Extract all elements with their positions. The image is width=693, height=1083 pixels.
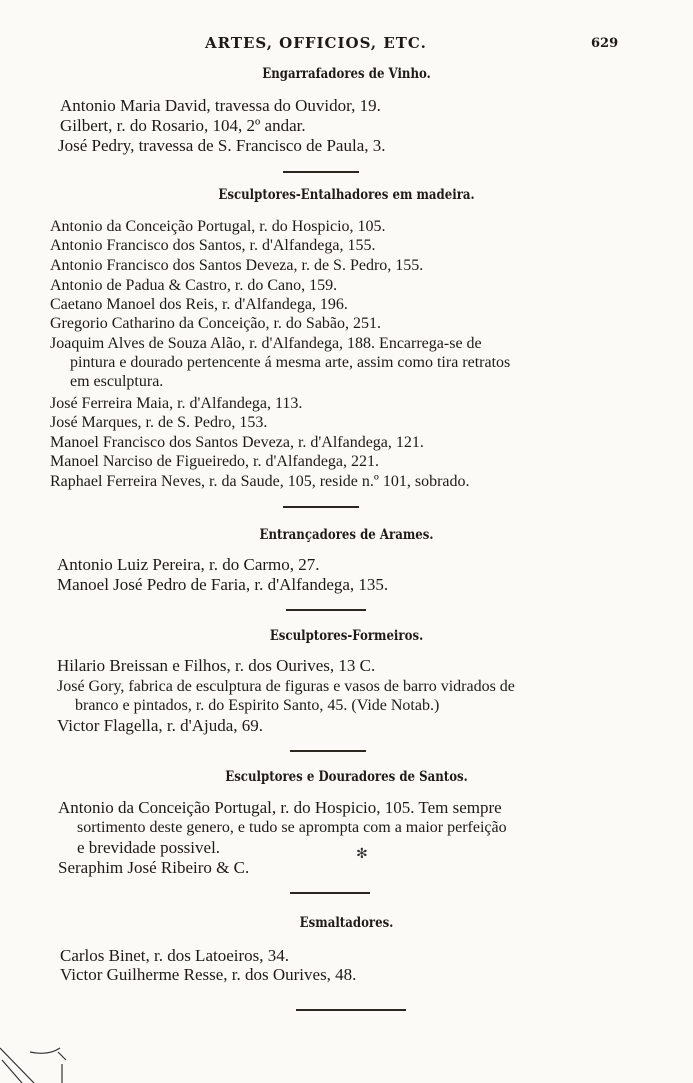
list-item: Antonio de Padua & Castro, r. do Cano, 159.: [50, 277, 338, 294]
list-item-continuation: e brevidade possivel.: [77, 838, 221, 857]
list-item: Antonio Luiz Pereira, r. do Carmo, 27.: [57, 555, 320, 574]
list-item: Gregorio Catharino da Conceição, r. do Sabão, 251.: [50, 315, 382, 332]
list-item: Antonio da Conceição Portugal, r. do Hospicio, 105.: [50, 218, 386, 235]
page-header: [0, 34, 693, 56]
list-item: Antonio da Conceição Portugal, r. do Hospicio, 105. Tem sempre: [58, 798, 502, 817]
list-item-continuation: sortimento deste genero, e tudo se apromptа com a maior perfeição: [77, 819, 507, 836]
list-item: Manoel José Pedro de Faria, r. d'Alfandega, 135.: [57, 575, 389, 594]
list-item-continuation: pintura e dourado pertencente á mesma arte, assim como tira retratos: [70, 354, 511, 371]
list-item: Antonio Francisco dos Santos Deveza, r. de S. Pedro, 155.: [50, 257, 424, 274]
list-item: José Ferreira Maia, r. d'Alfandega, 113.: [50, 395, 303, 412]
ink-blot: ✻: [356, 847, 368, 862]
list-item: Joaquim Alves de Souza Alão, r. d'Alfandega, 188. Encarrega-se de: [50, 335, 482, 352]
running-title: ARTES, OFFICIOS, ETC.: [205, 34, 427, 52]
list-item: José Pedry, travessa de S. Francisco de Paula, 3.: [58, 136, 386, 155]
section-divider: [290, 750, 366, 752]
section-title-esmaltadores: Esmaltadores.: [299, 915, 394, 931]
list-item: José Marques, r. de S. Pedro, 153.: [50, 414, 268, 431]
list-item: Seraphim José Ribeiro & C.: [58, 858, 250, 877]
list-item: Antonio Francisco dos Santos, r. d'Alfandega, 155.: [50, 237, 376, 254]
list-item: Hilario Breissan e Filhos, r. dos Ourives, 13 C.: [57, 656, 376, 675]
section-divider: [296, 1009, 406, 1011]
list-item: Manoel Narciso de Figueiredo, r. d'Alfandega, 221.: [50, 453, 380, 470]
section-title-engarrafadores: Engarrafadores de Vinho.: [262, 66, 431, 82]
section-divider: [290, 892, 370, 894]
list-item: Manoel Francisco dos Santos Deveza, r. d'Alfandega, 121.: [50, 434, 424, 451]
list-item: Victor Guilherme Resse, r. dos Ourives, 48.: [60, 965, 357, 984]
section-title-esculptores-entalhadores: Esculptores-Entalhadores em madeira.: [218, 187, 475, 203]
list-item: Gilbert, r. do Rosario, 104, 2º andar.: [60, 116, 306, 135]
page-number: 629: [591, 36, 619, 51]
section-title-entrancadores: Entrançadores de Arames.: [259, 527, 434, 543]
list-item: Victor Flagella, r. d'Ajuda, 69.: [57, 716, 264, 735]
section-divider: [286, 609, 366, 611]
section-divider: [283, 171, 359, 173]
list-item: Raphael Ferreira Neves, r. da Saude, 105, reside n.º 101, sobrado.: [50, 473, 470, 490]
section-title-esculptores-formeiros: Esculptores-Formeiros.: [269, 628, 424, 644]
list-item: Carlos Binet, r. dos Latoeiros, 34.: [60, 946, 290, 965]
list-item: José Gory, fabrica de esculptura de figuras e vasos de barro vidrados de: [57, 678, 515, 695]
list-item-continuation: em esculptura.: [70, 373, 164, 390]
section-divider: [283, 506, 359, 508]
list-item-continuation: branco e pintados, r. do Espirito Santo, 45. (Vide Notab.): [75, 697, 440, 714]
section-title-douradores-de-santos: Esculptores e Douradores de Santos.: [225, 769, 468, 785]
list-item: Caetano Manoel dos Reis, r. d'Alfandega, 196.: [50, 296, 348, 313]
page-corner-scribble-mark: [0, 1030, 70, 1083]
list-item: Antonio Maria David, travessa do Ouvidor, 19.: [60, 96, 381, 115]
